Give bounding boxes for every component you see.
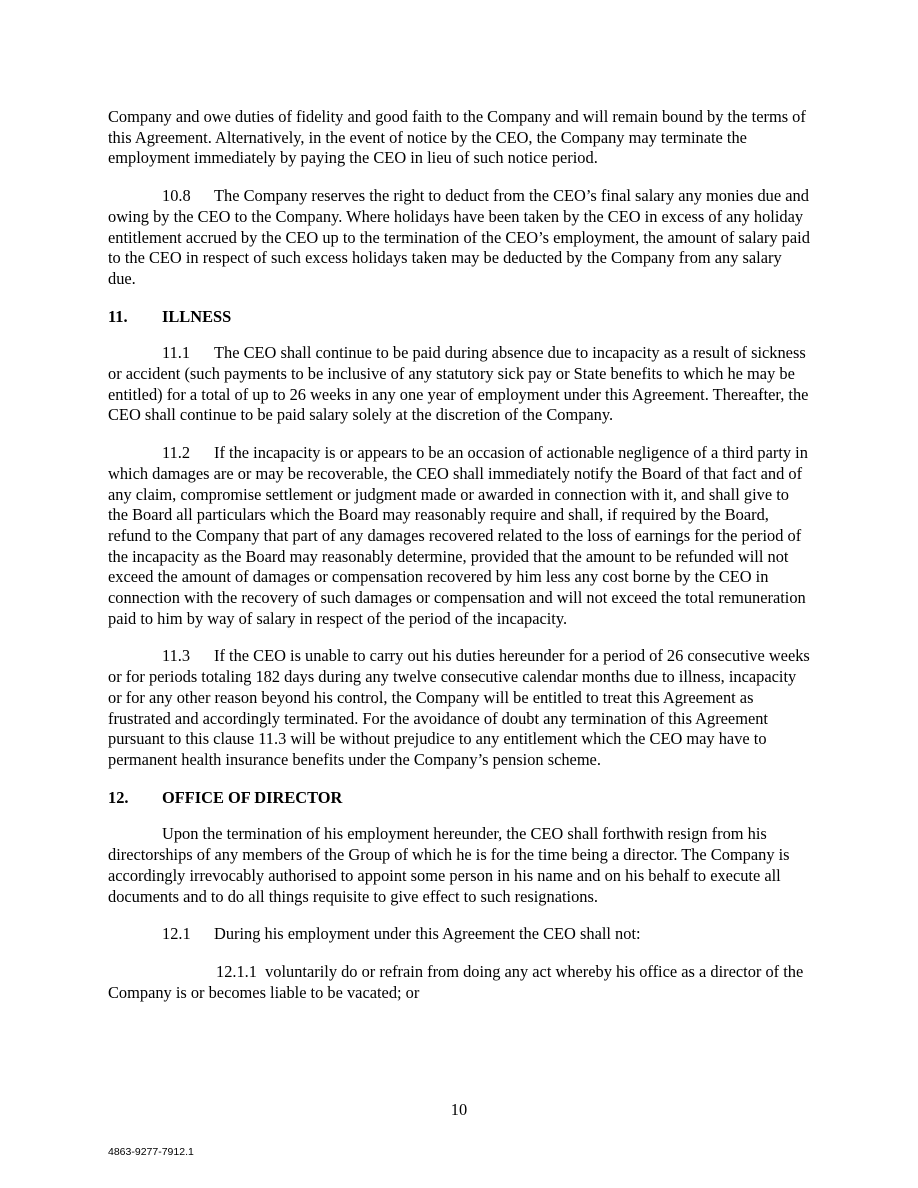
document-id: 4863-9277-7912.1: [108, 1146, 194, 1158]
section-title: ILLNESS: [162, 306, 232, 326]
clause-12-1-1: [108, 962, 812, 1003]
clause-text: If the incapacity is or appears to be an occasion of actionable negligence of a third party in which damages are or may be recoverable, the CEO shall immediately notify the Board of that fact and of any claim, compromise settlement or judgment made or awarded in connection with it, and shall give to the Board all particulars which the Board may reasonably require and shall, if required by the Board, refund to the Company that part of any damages recovered related to the loss of earnings for the period of the incapacity as the Board may reasonably determine, provided that the amount to be refunded will not exceed the amount of damages or compensation recovered by him less any cost borne by the CEO in connection with the recovery of such damages or compensation and will not exceed the total remuneration paid to him by way of salary in respect of the period of the incapacity.: [108, 443, 808, 628]
paragraph-text: Company and owe duties of fidelity and good faith to the Company and will remain bound by the terms of this Agreement. Alternatively, in the event of notice by the CEO, the Company may terminate the employment immediately by paying the CEO in lieu of such notice period.: [108, 107, 806, 168]
clause-number: 11.1: [162, 343, 191, 363]
paragraph-continuation: [108, 107, 812, 169]
clause-11-2: [108, 443, 812, 629]
clause-11-1: [108, 343, 812, 426]
clause-text: The CEO shall continue to be paid during absence due to incapacity as a result of sickness or accident (such payments to be inclusive of any statutory sick pay or State benefits to which he may be entitled) for a total of up to 26 weeks in any one year of employment under this Agreement. Thereafter, the CEO shall continue to be paid salary solely at the discretion of the Company.: [108, 343, 809, 425]
clause-text: During his employment under this Agreement the CEO shall not:: [214, 924, 641, 944]
page-body: [108, 107, 812, 1020]
clause-10-8: [108, 186, 812, 290]
paragraph-text: Upon the termination of his employment hereunder, the CEO shall forthwith resign from his directorships of any members of the Group of which he is for the time being a director. The Company is accordingly irrevocably authorised to appoint some person in his name and on his behalf to execute all documents and to do all things requisite to give effect to such resignations.: [108, 824, 790, 906]
clause-number: 10.8: [162, 186, 191, 206]
section-heading-12: [108, 788, 812, 809]
section-12-intro: [108, 824, 812, 907]
clause-number: 11.2: [162, 443, 191, 463]
clause-text: If the CEO is unable to carry out his duties hereunder for a period of 26 consecutive weeks or for periods totaling 182 days during any twelve consecutive calendar months due to illness, incapacity or for any other reason beyond his control, the Company will be entitled to treat this Agreement as frustrated and accordingly terminated. For the avoidance of doubt any termination of this Agreement pursuant to this clause 11.3 will be without prejudice to any entitlement which the CEO may have to permanent health insurance benefits under the Company’s pension scheme.: [108, 646, 810, 769]
section-number: 12.: [108, 787, 129, 807]
clause-number: 11.3: [162, 646, 191, 666]
page-number: 10: [450, 1100, 468, 1119]
section-title: OFFICE OF DIRECTOR: [162, 787, 343, 807]
clause-11-3: [108, 646, 812, 770]
section-number: 11.: [108, 306, 128, 326]
clause-text: The Company reserves the right to deduct from the CEO’s final salary any monies due and owing by the CEO to the Company. Where holidays have been taken by the CEO in excess of any holiday entitlement accrued by the CEO up to the termination of the CEO’s employment, the amount of salary paid to the CEO in respect of such excess holidays taken may be deducted by the Company from any salary due.: [108, 186, 810, 288]
clause-12-1: [108, 924, 812, 945]
clause-number: 12.1.1: [216, 961, 257, 981]
section-heading-11: [108, 307, 812, 328]
clause-number: 12.1: [162, 924, 191, 944]
clause-text: voluntarily do or refrain from doing any act whereby his office as a director of the Company is or becomes liable to be vacated; or: [108, 961, 804, 1002]
